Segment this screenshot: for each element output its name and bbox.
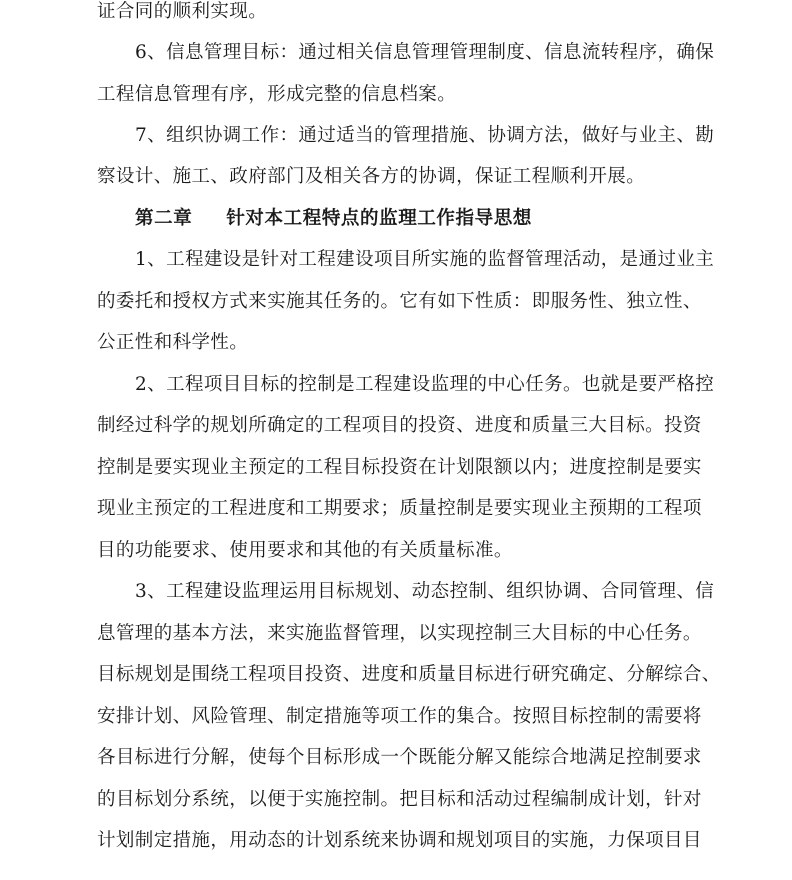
- paragraph-line: 制经过科学的规划所确定的工程项目的投资、进度和质量三大目标。投资: [97, 415, 702, 436]
- chapter-heading: [135, 207, 532, 231]
- paragraph-line: 目的功能要求、使用要求和其他的有关质量标准。: [97, 540, 513, 561]
- paragraph-line: 7、组织协调工作：通过适当的管理措施、协调方法，做好与业主、勘: [135, 125, 715, 146]
- paragraph-line: 3、工程建设监理运用目标规划、动态控制、组织协调、合同管理、信: [135, 581, 715, 602]
- paragraph-line: 息管理的基本方法，来实施监督管理，以实现控制三大目标的中心任务。: [97, 623, 702, 644]
- paragraph-line: 安排计划、风险管理、制定措施等项工作的集合。按照目标控制的需要将: [97, 706, 702, 727]
- paragraph-line: 公正性和科学性。: [97, 332, 249, 353]
- paragraph-line: 现业主预定的工程进度和工期要求；质量控制是要实现业主预期的工程项: [97, 498, 702, 519]
- chapter-number: 第二章: [135, 208, 193, 229]
- paragraph-line: 工程信息管理有序，形成完整的信息档案。: [97, 84, 457, 105]
- paragraph-line: 的委托和授权方式来实施其任务的。它有如下性质：即服务性、独立性、: [97, 291, 702, 312]
- paragraph-line: 控制是要实现业主预定的工程目标投资在计划限额以内；进度控制是要实: [97, 457, 702, 478]
- paragraph-line: 6、信息管理目标：通过相关信息管理管理制度、信息流转程序，确保: [135, 42, 715, 63]
- paragraph-line: 各目标进行分解，使每个目标形成一个既能分解又能综合地满足控制要求: [97, 747, 702, 768]
- paragraph-line: 1、工程建设是针对工程建设项目所实施的监督管理活动，是通过业主: [135, 249, 715, 270]
- paragraph-line: 的目标划分系统，以便于实施控制。把目标和活动过程编制成计划，针对: [97, 789, 702, 810]
- chapter-title: 针对本工程特点的监理工作指导思想: [226, 208, 532, 229]
- paragraph-line: 目标规划是围绕工程项目投资、进度和质量目标进行研究确定、分解综合、: [97, 664, 721, 685]
- paragraph-line: 2、工程项目目标的控制是工程建设监理的中心任务。也就是要严格控: [135, 374, 715, 395]
- paragraph-line: 察设计、施工、政府部门及相关各方的协调，保证工程顺利开展。: [97, 166, 646, 187]
- paragraph-line: 计划制定措施，用动态的计划系统来协调和规划项目的实施，力保项目目: [97, 830, 702, 851]
- paragraph-line: 证合同的顺利实现。: [97, 1, 268, 22]
